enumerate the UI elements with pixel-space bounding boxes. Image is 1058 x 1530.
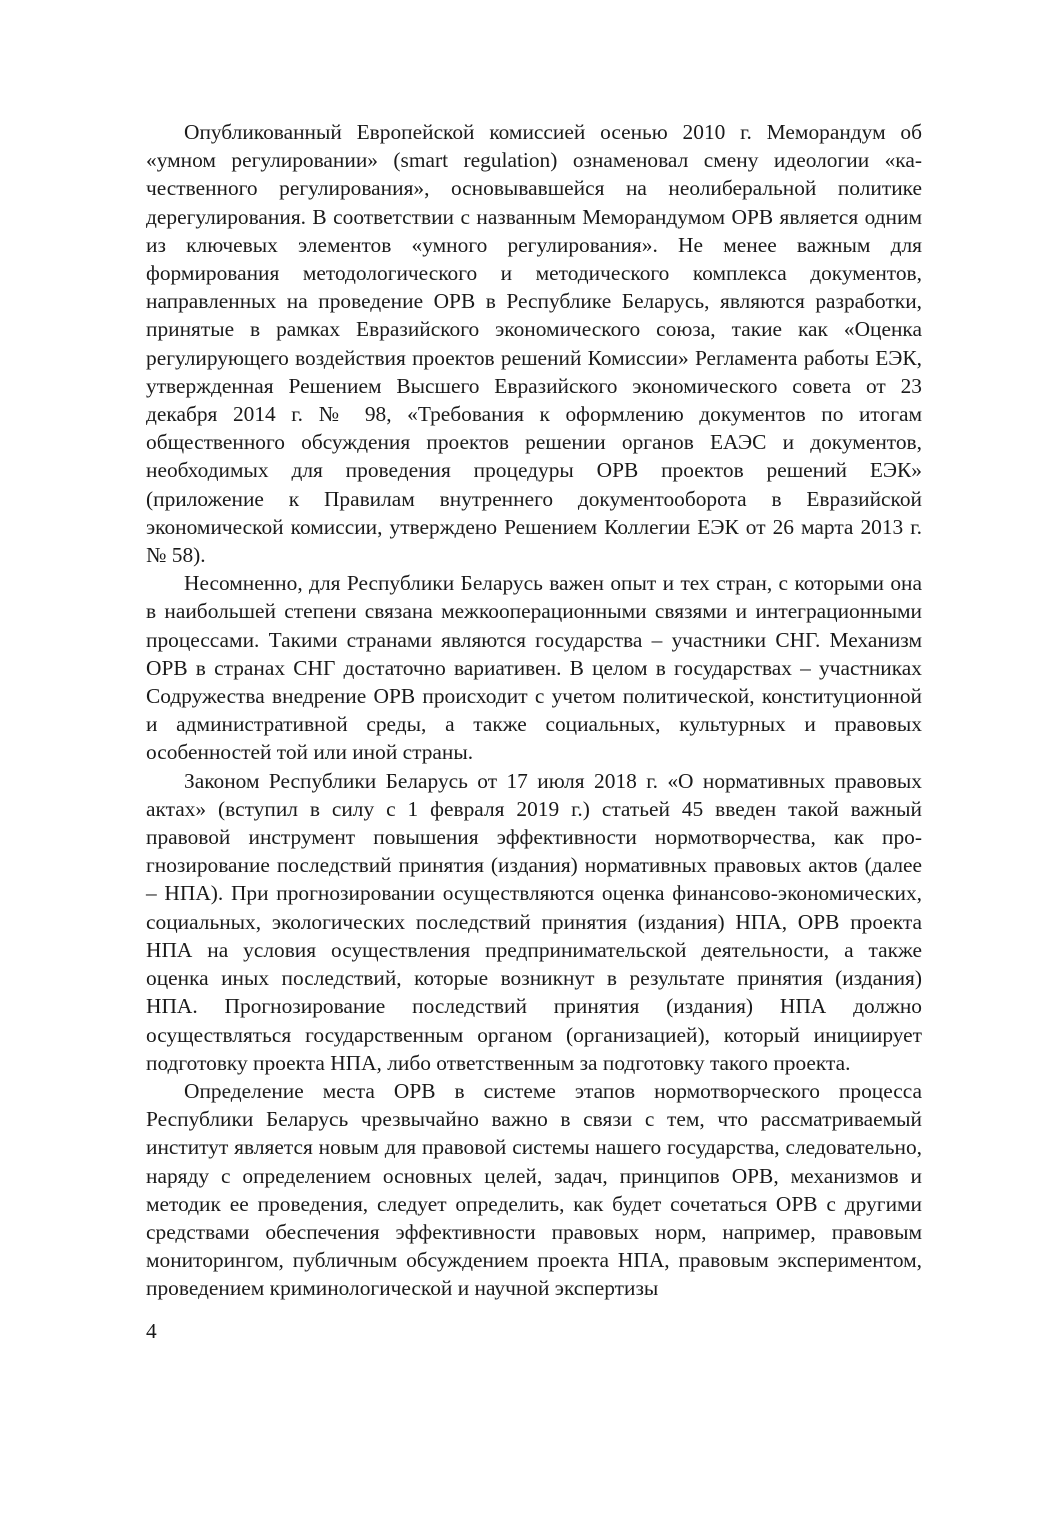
paragraph-cis-experience: Несомненно, для Республики Беларусь важен опыт и тех стран, с которыми она в наибольшей степени связана межкооперационными связями и интеграционными процессами. Такими странами являются государства – участники СНГ. Механизм ОРВ в странах СНГ достаточно вариативен. В целом в государствах – участниках Содружества внедрение ОРВ происходит с учетом политической, конституционной и административной среды, а также социальных, культурных и правовых особенностей той или иной страны. [146,571,922,765]
page-body [146,118,922,1358]
paragraph-law-forecasting: Законом Республики Беларусь от 17 июля 2018 г. «О нормативных правовых актах» (вступил в силу с 1 февраля 2019 г.) статьей 45 введен такой важный правовой инструмент повышения эффективности нормотворчества, как прогнозирование последствий принятия (издания) нормативных правовых актов (далее – НПА). При прогнозировании осуществляются оценка финансово-экономических, социальных, экологических последствий принятия (издания) НПА, ОРВ проекта НПА на условия осуществления предпринимательской деятельности, а также оценка иных последствий, которые возникнут в результате принятия (издания) НПА. Прогнозирование последствий принятия (издания) НПА должно осуществляться государственным органом (организацией), который инициирует подготовку проекта НПА, либо ответственным за подготовку такого проекта. [146,768,922,1075]
page-number: 4 [146,1319,157,1343]
paragraph-orv-place: Определение места ОРВ в системе этапов нормотворческого процесса Республики Беларусь чрезвычайно важно в связи с тем, что рассматриваемый институт является новым для правовой системы нашего государства, следовательно, наряду с определением основных целей, задач, принципов ОРВ, механизмов и методик ее проведения, следует определить, как будет сочетаться ОРВ с другими средствами обеспечения эффективности правовых норм, например, правовым мониторингом, публичным обсуждением проекта НПА, правовым экспериментом, проведением криминологической и научной экспертизы [146,1078,922,1301]
paragraph-memorandum: Опубликованный Европейской комиссией осенью 2010 г. Меморандум об «умном регулировании» (smart regulation) ознаменовал смену идеологии «качественного регулирования», основывавшейся на неолиберальной политике дерегулирования. В соответствии с названным Меморандумом ОРВ является одним из ключевых элементов «умного регулирования». Не менее важным для формирования методологического и методического комплекса документов, направленных на проведение ОРВ в Республике Беларусь, являются разработки, принятые в рамках Евразийского экономического союза, такие как «Оценка регулирующего воздействия проектов решений Комиссии» Регламента работы ЕЭК, утвержденная Решением Высшего Евразийского экономического совета от 23 декабря 2014 г. № 98, «Требования к оформлению документов по итогам общественного обсуждения проектов решении органов ЕАЭС и документов, необходимых для проведения процедуры ОРВ проектов решений ЕЭК» (приложение к Правилам внутреннего документооборота в Евразийской экономической комиссии, утверждено Решением Коллегии ЕЭК от 26 марта 2013 г. № 58). [146,120,922,568]
